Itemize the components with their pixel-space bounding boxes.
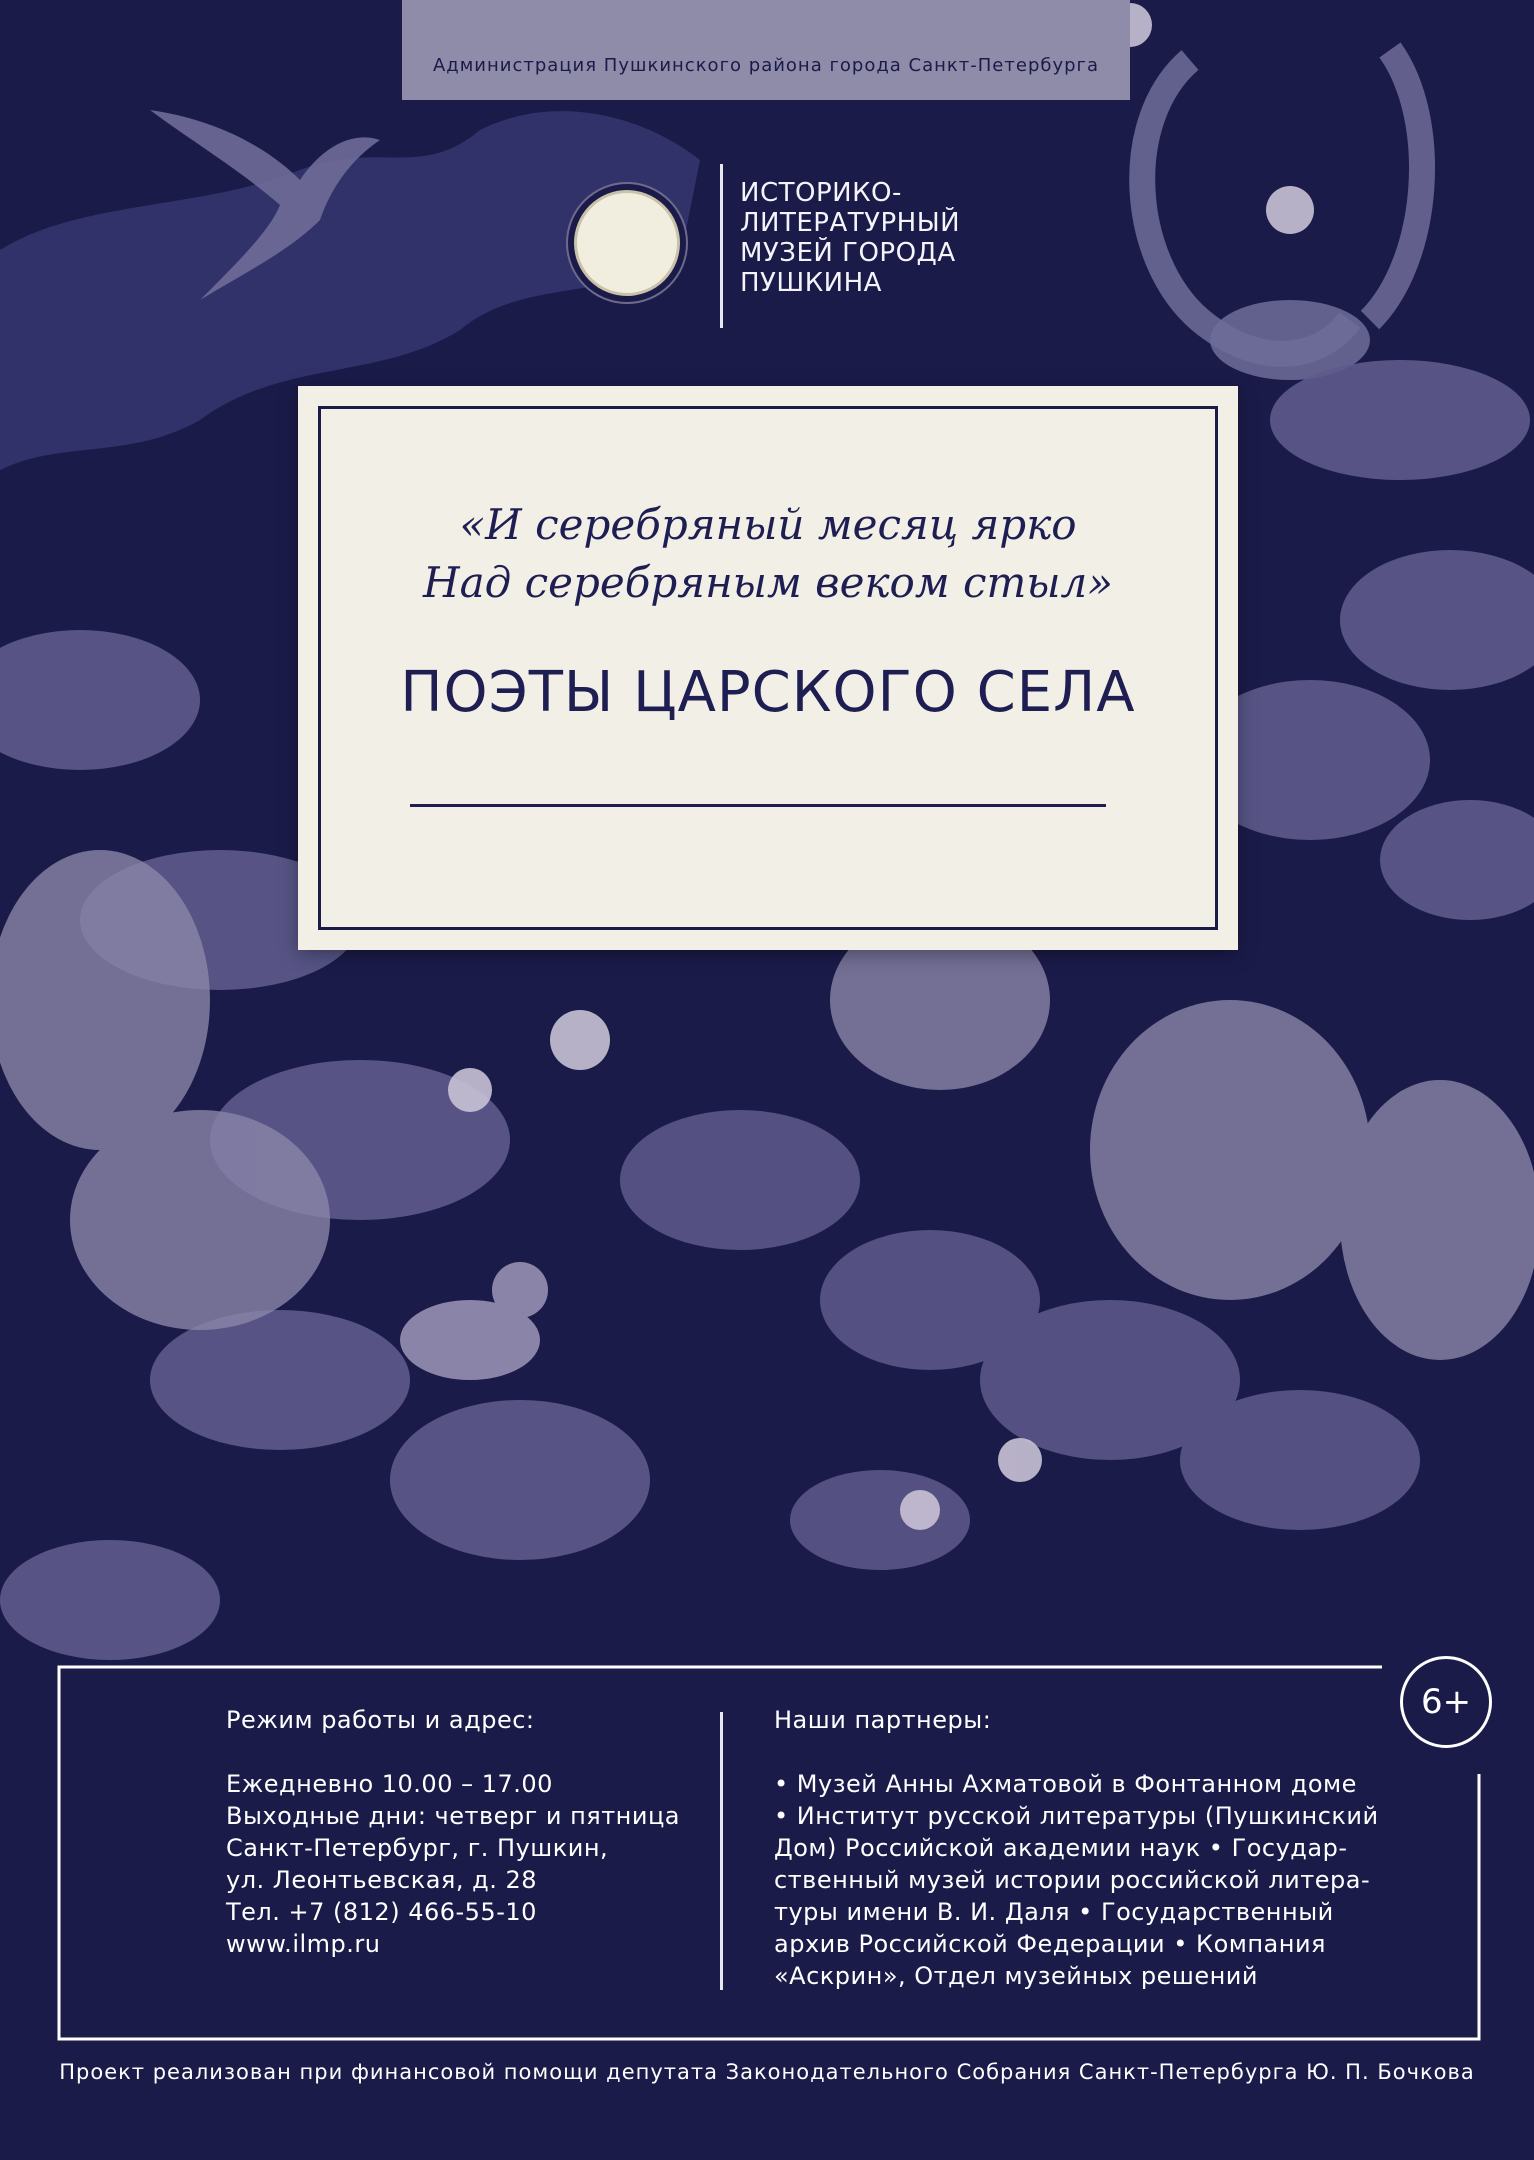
address-line: Санкт-Петербург, г. Пушкин, <box>226 1834 609 1862</box>
partners-line: • Институт русской литературы (Пушкинский <box>774 1802 1379 1830</box>
title-card <box>298 386 1238 950</box>
museum-name-line: ИСТОРИКО- <box>740 178 902 208</box>
partners-column <box>774 1704 1394 1992</box>
administration-banner <box>402 0 1130 100</box>
partners-line: архив Российской Федерации • Компания <box>774 1930 1326 1958</box>
partners-line: Дом) Российской академии наук • Государ- <box>774 1834 1348 1862</box>
poem-quote-line: «И серебряный месяц ярко <box>459 500 1077 549</box>
museum-name-line: ПУШКИНА <box>740 268 882 298</box>
opening-hours-line: Ежедневно 10.00 – 17.00 <box>226 1770 553 1798</box>
opening-hours-column <box>226 1704 686 1960</box>
poem-quote <box>298 496 1238 612</box>
age-rating-badge: 6+ <box>1400 1656 1492 1748</box>
opening-hours-line: Выходные дни: четверг и пятница <box>226 1802 681 1830</box>
partners-line: туры имени В. И. Даля • Государственный <box>774 1898 1334 1926</box>
info-column-divider <box>720 1712 723 1990</box>
partners-line: • Музей Анны Ахматовой в Фонтанном доме <box>774 1770 1357 1798</box>
website-link[interactable]: www.ilmp.ru <box>226 1930 381 1958</box>
museum-name-line: МУЗЕЙ ГОРОДА <box>740 238 956 268</box>
partners-line: ственный музей истории российской литера- <box>774 1866 1371 1894</box>
title-underline <box>410 804 1106 807</box>
poem-quote-line: Над серебряным веком стыл» <box>423 558 1113 607</box>
phone-line: Тел. +7 (812) 466-55-10 <box>226 1898 537 1926</box>
museum-divider <box>720 164 723 328</box>
partners-heading: Наши партнеры: <box>774 1706 992 1734</box>
address-line: ул. Леонтьевская, д. 28 <box>226 1866 538 1894</box>
administration-text: Администрация Пушкинского района города Санкт-Петербурга <box>432 54 1100 76</box>
partners-line: «Аскрин», Отдел музейных решений <box>774 1962 1258 1990</box>
museum-name-line: ЛИТЕРАТУРНЫЙ <box>740 208 961 238</box>
museum-name <box>740 178 1020 298</box>
exhibition-title: ПОЭТЫ ЦАРСКОГО СЕЛА <box>400 660 1136 725</box>
opening-hours-heading: Режим работы и адрес: <box>226 1706 535 1734</box>
museum-logo <box>574 190 680 296</box>
funding-footer: Проект реализован при финансовой помощи депутата Законодательного Собрания Санкт-Петербурга Ю. П. Бочкова <box>59 2060 1475 2084</box>
